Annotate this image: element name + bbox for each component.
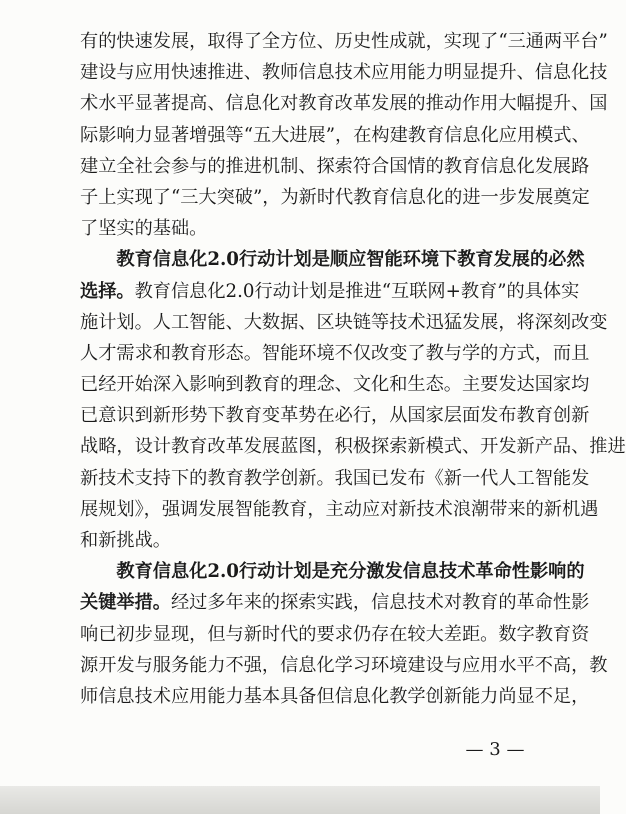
text-line: 了坚实的基础。 <box>80 218 208 240</box>
text-line <box>80 276 580 307</box>
text-line: 建立全社会参与的推进机制、探索符合国情的教育信息化发展路 <box>80 155 590 177</box>
text-line: 有的快速发展，取得了全方位、历史性成就，实现了“三通两平台” <box>80 31 608 52</box>
paragraph-heading-line: 教育信息化2.0行动计划是充分激发信息技术革命性影响的 <box>80 561 585 583</box>
paragraph-heading-line: 教育信息化2.0行动计划是顺应智能环境下教育发展的必然 <box>80 249 585 271</box>
text-line: 术水平显著提高、信息化对教育改革发展的推动作用大幅提升、国 <box>80 93 608 115</box>
text-line: 师信息技术应用能力基本具备但信息化教学创新能力尚显不足， <box>80 685 590 707</box>
text-line: 展规划》，强调发展智能教育，主动应对新技术浪潮带来的新机遇 <box>80 498 599 520</box>
text-line: 施计划。人工智能、大数据、区块链等技术迅猛发展，将深刻改变 <box>80 311 608 333</box>
text-span: 教育信息化2.0行动计划是推进“互联网+教育”的具体实 <box>134 280 580 302</box>
text-line: 新技术支持下的教育教学创新。我国已发布《新一代人工智能发 <box>80 467 590 489</box>
page-number: — 3 — <box>465 739 525 760</box>
text-line: 战略，设计教育改革发展蓝图，积极探索新模式、开发新产品、推进 <box>80 436 626 458</box>
text-line: 和新挑战。 <box>80 530 171 551</box>
text-line: 响已初步显现，但与新时代的要求仍存在较大差距。数字教育资 <box>80 623 590 645</box>
text-span: 经过多年来的探索实践，信息技术对教育的革命性影 <box>170 592 590 614</box>
scan-bottom-edge <box>0 786 600 814</box>
paragraph-heading-tail: 关键举措。 <box>80 592 171 614</box>
text-line <box>80 587 590 618</box>
text-line: 已经开始深入影响到教育的理念、文化和生态。主要发达国家均 <box>80 374 590 396</box>
text-line: 人才需求和教育形态。智能环境不仅改变了教与学的方式，而且 <box>80 342 590 364</box>
text-line: 际影响力显著增强等“五大进展”，在构建教育信息化应用模式、 <box>80 124 590 146</box>
text-line: 子上实现了“三大突破”，为新时代教育信息化的进一步发展奠定 <box>80 186 590 208</box>
paragraph-heading-tail: 选择。 <box>80 280 135 302</box>
text-line: 建设与应用快速推进、教师信息技术应用能力明显提升、信息化技 <box>80 62 608 84</box>
body-text <box>80 26 626 712</box>
text-line: 已意识到新形势下教育变革势在必行，从国家层面发布教育创新 <box>80 405 590 427</box>
text-line: 源开发与服务能力不强，信息化学习环境建设与应用水平不高，教 <box>80 654 608 676</box>
